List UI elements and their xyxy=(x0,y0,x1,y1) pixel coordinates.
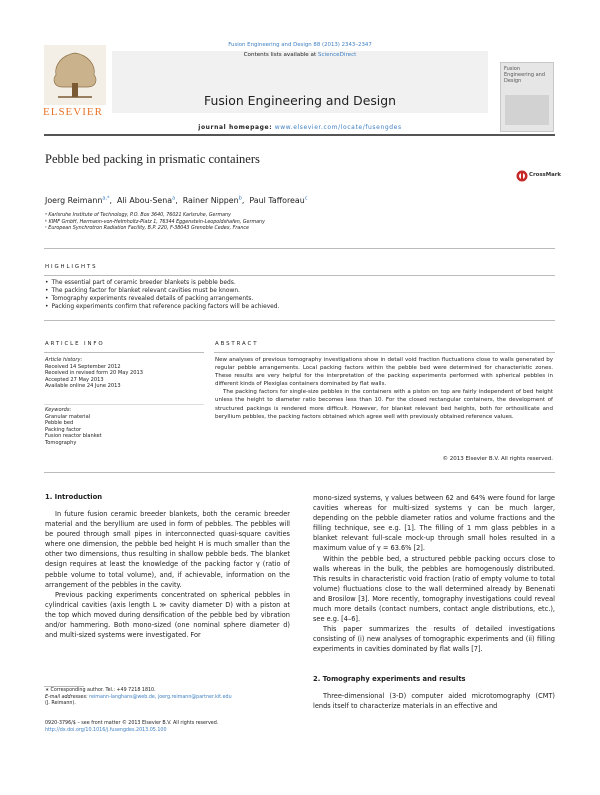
divider xyxy=(44,472,555,473)
history-accepted: Accepted 27 May 2013 xyxy=(45,376,104,383)
highlights-heading: HIGHLIGHTS xyxy=(45,264,98,270)
section-1-body xyxy=(45,509,290,640)
body-paragraph: This paper summarizes the results of detailed investigations consisting of (i) new analyses of tomographic experiments and (ii) filling experiments in cavities dominated by flat walls [7]. xyxy=(313,625,555,654)
doi-link[interactable]: http://dx.doi.org/10.1016/j.fusengdes.2013.05.100 xyxy=(45,727,167,733)
history-online: Available online 24 June 2013 xyxy=(45,383,121,390)
email-links[interactable]: reimann-langhans@web.de, joerg.reimann@partner.kit.edu xyxy=(89,694,232,700)
journal-name: Fusion Engineering and Design xyxy=(204,93,396,108)
contents-prefix: Contents lists available at xyxy=(243,52,317,58)
body-paragraph: mono-sized systems, γ values between 62 and 64% were found for large cavities whereas for multi-sized systems γ can be much larger, depending on the pebble diameter ratios and volume fractions and the filling technique, see e.g. [1]. The filling of 1 mm glass pebbles in a blanket relevant full-scale mock-up through small holes resulted in a maximum value of γ = 63.6% [2]. xyxy=(313,494,555,553)
homepage-line xyxy=(112,124,488,132)
elsevier-logo xyxy=(44,45,106,117)
affiliations xyxy=(45,213,265,233)
keyword: Pebble bed xyxy=(45,420,74,427)
crossmark-label: CrossMark xyxy=(529,172,561,178)
divider xyxy=(214,352,555,353)
keywords-heading: Keywords: xyxy=(45,407,72,413)
body-paragraph: Three-dimensional (3-D) computer aided microtomography (CMT) lends itself to characterize materials in an effective and xyxy=(313,692,555,711)
keyword: Fusion reactor blanket xyxy=(45,433,102,440)
article-history xyxy=(45,357,143,390)
front-matter xyxy=(45,721,218,734)
author-list xyxy=(45,195,307,205)
abstract-paragraph: The packing factors for single-size pebbles in the containers with a piston on top are fairly independent of bed height unless the height to diameter ratio becomes less than 10. For the closed rectangular containers, the development of structured packings is rendered more difficult. However, for blanket relevant bed heights, both for orthosilicate and beryllium pebbles, the packing factors obtained which agree well with previously obtained reference values. xyxy=(215,389,553,420)
email-note: E-mail addresses: reimann-langhans@web.de, joerg.reimann@partner.kit.edu xyxy=(45,694,232,700)
body-paragraph: Previous packing experiments concentrated on spherical pebbles in cylindrical cavities (axis length L ≫ cavity diameter D) with a piston at the top which moved during densification of the pebble bed by vibration and/or hammering. Both mono-sized (one nominal sphere diameter d) and multi-sized systems were investigated. For xyxy=(45,590,290,640)
journal-reference-link[interactable]: Fusion Engineering and Design 88 (2013) 2343–2347 xyxy=(228,42,372,48)
divider xyxy=(44,320,555,321)
highlight-item: • Packing experiments confirm that reference packing factors will be achieved. xyxy=(45,303,279,311)
elsevier-tree-icon xyxy=(44,45,106,105)
history-revised: Received in revised form 20 May 2013 xyxy=(45,370,143,377)
body-paragraph: Within the pebble bed, a structured pebble packing occurs close to walls whereas in the bulk, the pebbles are homogenously distributed. This results in characteristic void fraction (ratio of empty volume to total volume) fluctuations close to the wall determined already by Benenati and Brosilow [3]. More recently, tomography investigations could reveal much more details (contact numbers, contact angle distributions, etc.), see e.g. [4–6]. xyxy=(313,554,555,624)
homepage-label: journal homepage: xyxy=(198,124,273,131)
footnote-rule xyxy=(44,686,84,687)
sciencedirect-link[interactable]: ScienceDirect xyxy=(317,52,357,58)
divider xyxy=(44,248,555,249)
history-heading: Article history: xyxy=(45,357,83,363)
cover-title: Fusion Engineering and Design xyxy=(504,66,545,84)
highlight-item: • Tomography experiments revealed details of packing arrangements. xyxy=(45,295,279,303)
affiliation-c: ᶜ European Synchrotron Radiation Facility, B.P. 220, F-38043 Grenoble Cedex, France xyxy=(45,226,249,232)
issn-line: 0920-3796/$ – see front matter © 2013 Elsevier B.V. All rights reserved. xyxy=(45,721,219,726)
article-info-heading: ARTICLE INFO xyxy=(45,341,105,347)
abstract-heading: ABSTRACT xyxy=(215,341,259,347)
cover-image xyxy=(505,95,549,125)
affiliation-a: ᵃ Karlsruhe Institute of Technology, P.O. Box 3640, 76021 Karlsruhe, Germany xyxy=(45,213,231,218)
contents-line xyxy=(112,52,488,60)
highlight-item: • The packing factor for blanket relevant cavities must be known. xyxy=(45,287,279,295)
affiliation-b: ᵇ KIMF GmbH, Hermann-von-Helmholtz-Platz 1, 76344 Eggenstein-Leopoldshafen, Germany xyxy=(45,219,265,225)
section-1-heading: 1. Introduction xyxy=(45,493,103,501)
highlights-list xyxy=(45,279,279,311)
publisher-name: ELSEVIER xyxy=(43,106,103,118)
journal-cover xyxy=(500,62,554,132)
author-4: Paul Tafforeau$^c$ xyxy=(249,195,308,205)
right-column-body xyxy=(313,493,555,655)
homepage-url-link[interactable]: www.elsevier.com/locate/fusengdes xyxy=(274,124,402,131)
section-2-heading: 2. Tomography experiments and results xyxy=(313,675,466,683)
highlight-item: • The essential part of ceramic breeder blankets is pebble beds. xyxy=(45,279,279,287)
divider xyxy=(44,275,555,276)
abstract-paragraph: New analyses of previous tomography investigations show in detail void fraction fluctuations close to walls generated by regular pebble arrangements. Local packing factors within the pebble bed were determined for characteristic zones. These results are very helpful for the interpretation of the packing experiments performed with spherical pebbles in different kinds of Plexiglas containers dominated by flat walls. xyxy=(215,357,553,388)
keyword: Granular material xyxy=(45,413,91,420)
footnotes xyxy=(45,688,290,708)
copyright: © 2013 Elsevier B.V. All rights reserved. xyxy=(442,456,553,462)
section-2-body xyxy=(313,691,555,711)
body-paragraph: In future fusion ceramic breeder blankets, both the ceramic breeder material and the beryllium are used in form of pebbles. The pebbles will be poured through small pipes in interconnected quasi-square cavities where one dimension, the pebble bed height H is much smaller than the other two dimensions, thus resulting in shallow pebble beds. The blanket design requires at least the knowledge of the packing factor γ (ratio of pebble volume to total volume), and, if achievable, information on the arrangement of the pebbles in the cavity. xyxy=(45,510,290,589)
divider xyxy=(44,352,204,353)
divider xyxy=(44,404,204,405)
crossmark-badge[interactable] xyxy=(516,169,561,183)
corresponding-author-note: ∗ Corresponding author. Tel.: +49 7218 1810. xyxy=(45,688,156,693)
keyword: Tomography xyxy=(45,439,77,446)
keywords xyxy=(45,407,102,447)
keyword: Packing factor xyxy=(45,426,82,433)
article-title: Pebble bed packing in prismatic containers xyxy=(45,152,260,166)
header-rule xyxy=(44,134,555,136)
author-initial-note: (J. Reimann). xyxy=(45,701,76,707)
crossmark-icon xyxy=(516,170,528,182)
author-2: Ali Abou-Sena$^a$, xyxy=(117,195,181,205)
history-received: Received 14 September 2012 xyxy=(45,363,121,370)
abstract-body xyxy=(215,356,553,421)
author-1: Joerg Reimann$^{a,*}$, xyxy=(45,195,115,205)
author-3: Rainer Nippen$^b$, xyxy=(182,195,247,205)
